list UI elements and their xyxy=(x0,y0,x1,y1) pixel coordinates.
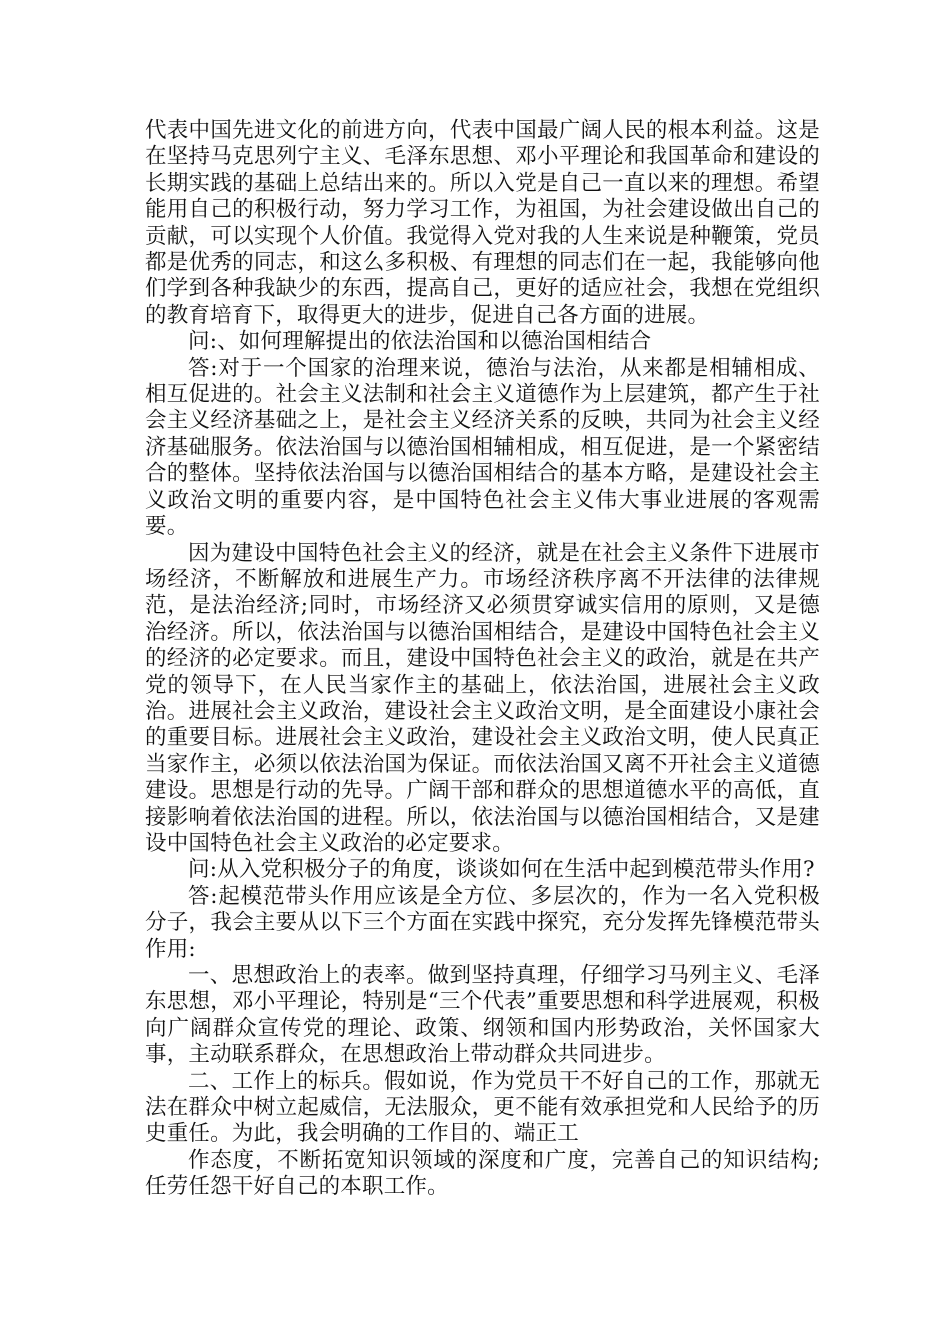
paragraph-economy-politics: 因为建设中国特色社会主义的经济，就是在社会主义条件下进展市场经济，不断解放和进展生产力。市场经济秩序离不开法律的法律规范，是法治经济;同时，市场经济又必须贯穿诚实信用的原则，又是德治经济。所以，依法治国与以德治国相结合，是建设中国特色社会主义的经济的必定要求。而且，建设中国特色社会主义的政治，就是在共产党的领导下，在人民当家作主的基础上，依法治国，进展社会主义政治。进展社会主义政治，建设社会主义政治文明，是全面建设小康社会的重要目标。进展社会主义政治，建设社会主义政治文明，使人民真正当家作主，必须以依法治国为保证。而依法治国又离不开社会主义道德建设。思想是行动的先导。广阔干部和群众的思想道德水平的高低，直接影响着依法治国的进程。所以，依法治国与以德治国相结合，又是建设中国特色社会主义政治的必定要求。 xyxy=(145,540,820,856)
question-role-model: 问:从入党积极分子的角度，谈谈如何在生活中起到模范带头作用? xyxy=(188,857,815,883)
point-two-work: 二、工作上的标兵。假如说，作为党员干不好自己的工作，那就无法在群众中树立起威信，无法服众，更不能有效承担党和人民给予的历史重任。为此，我会明确的工作目的、端正工 xyxy=(145,1068,820,1147)
paragraph-work-attitude: 作态度，不断拓宽知识领域的深度和广度，完善自己的知识结构;任劳任怨干好自己的本职工作。 xyxy=(145,1147,820,1200)
document-page xyxy=(145,118,820,1201)
paragraph-intro: 代表中国先进文化的前进方向，代表中国最广阔人民的根本利益。这是在坚持马克思列宁主义、毛泽东思想、邓小平理论和我国革命和建设的长期实践的基础上总结出来的。所以入党是自己一直以来的理想。希望能用自己的积极行动，努力学习工作，为祖国，为社会建设做出自己的贡献，可以实现个人价值。我觉得入党对我的人生来说是种鞭策，党员都是优秀的同志，和这么多积极、有理想的同志们在一起，我能够向他们学到各种我缺少的东西，提高自己，更好的适应社会，我想在党组织的教育培育下，取得更大的进步，促进自己各方面的进展。 xyxy=(145,118,820,328)
answer-role-model: 答:起模范带头作用应该是全方位、多层次的，作为一名入党积极分子，我会主要从以下三个方面在实践中探究，充分发挥先锋模范带头作用: xyxy=(145,883,820,962)
point-one-ideology: 一、思想政治上的表率。做到坚持真理，仔细学习马列主义、毛泽东思想，邓小平理论，特别是“三个代表”重要思想和科学进展观，积极向广阔群众宣传党的理论、政策、纲领和国内形势政治，关怀国家大事，主动联系群众，在思想政治上带动群众共同进步。 xyxy=(145,963,820,1068)
question-rule-of-law: 问:、如何理解提出的依法治国和以德治国相结合 xyxy=(188,329,652,355)
answer-rule-of-law: 答:对于一个国家的治理来说，德治与法治，从来都是相辅相成、相互促进的。社会主义法制和社会主义道德作为上层建筑，都产生于社会主义经济基础之上，是社会主义经济关系的反映，共同为社会主义经济基础服务。依法治国与以德治国相辅相成，相互促进，是一个紧密结合的整体。坚持依法治国与以德治国相结合的基本方略，是建设社会主义政治文明的重要内容，是中国特色社会主义伟大事业进展的客观需要。 xyxy=(145,355,820,540)
